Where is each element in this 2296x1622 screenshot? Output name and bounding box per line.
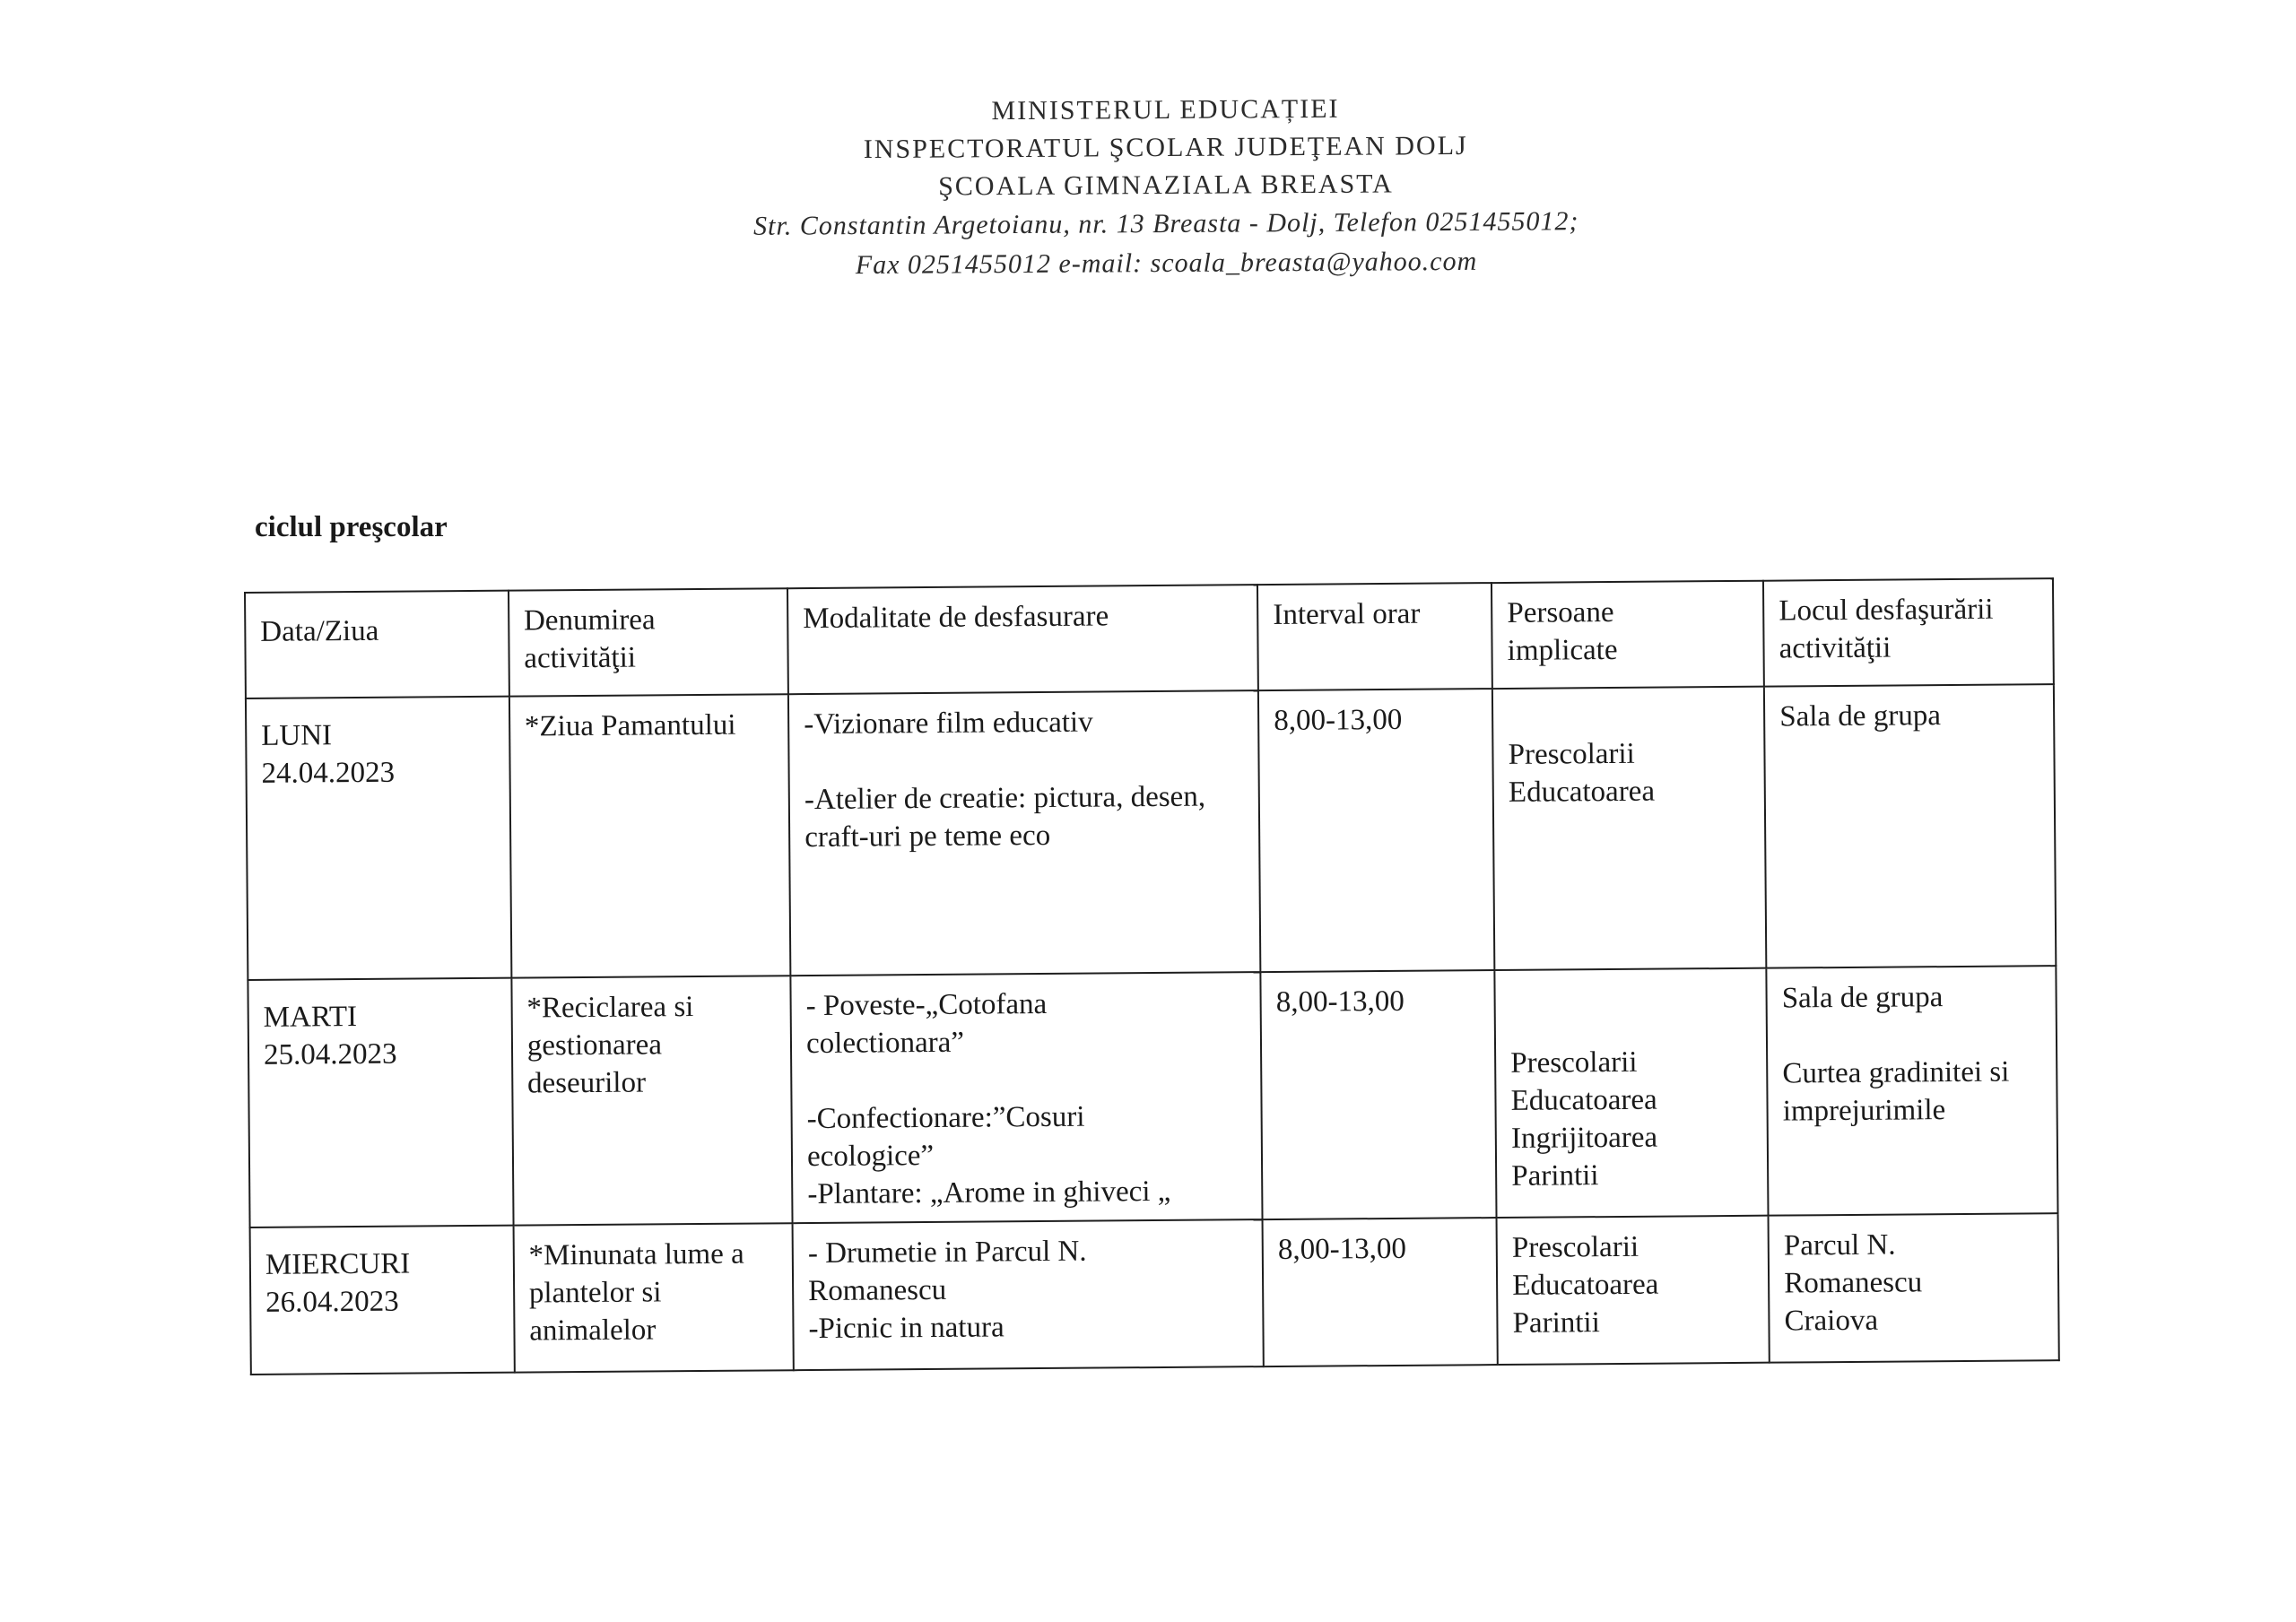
table-header-row [245, 578, 2054, 698]
cell-interval: 8,00-13,00 [1261, 970, 1497, 1219]
table-row [248, 966, 2057, 1227]
cell-people: Prescolarii Educatoarea [1492, 687, 1766, 970]
cell-location: Parcul N. Romanescu Craiova [1769, 1213, 2059, 1363]
header-interval: Interval orar [1257, 583, 1492, 690]
header-activity: Denumirea activităţii [509, 588, 788, 696]
cell-date: MARTI 25.04.2023 [248, 978, 513, 1227]
header-date: Data/Ziua [245, 591, 509, 698]
cell-date: MIERCURI 26.04.2023 [250, 1226, 515, 1375]
cell-mode: - Drumetie in Parcul N. Romanescu -Picnic in natura [793, 1219, 1264, 1370]
section-title: ciclul preşcolar [255, 511, 448, 543]
cell-mode: - Poveste-„Cotofana colectionara” -Confectionare:”Cosuri ecologice” -Plantare: „Arome in ghiveci „ [790, 972, 1262, 1223]
cell-people: Prescolarii Educatoarea Ingrijitoarea Parintii [1495, 968, 1769, 1218]
inspectorate-name: INSPECTORATUL ŞCOLAR JUDEŢEAN DOLJ [863, 130, 1468, 165]
cell-activity: *Reciclarea si gestionarea deseurilor [511, 976, 792, 1225]
school-address: Str. Constantin Argetoianu, nr. 13 Breasta - Dolj, Telefon 0251455012; [752, 206, 1579, 241]
cell-activity: *Ziua Pamantului [509, 694, 791, 977]
cell-interval: 8,00-13,00 [1263, 1218, 1498, 1366]
header-mode: Modalitate de desfasurare [787, 585, 1258, 694]
header-location: Locul desfaşurării activităţii [1763, 578, 2054, 687]
header-people: Persoane implicate [1492, 581, 1764, 689]
table-row [246, 684, 2056, 980]
cell-activity: *Minunata lume a plantelor si animalelor [513, 1223, 794, 1372]
cell-location: Sala de grupa Curtea gradinitei si imprejurimile [1766, 966, 2057, 1216]
school-contact: Fax 0251455012 e-mail: scoala_breasta@yahoo.com [855, 246, 1478, 281]
letterhead [627, 88, 1704, 286]
activity-schedule-table [244, 577, 2060, 1375]
school-name: ŞCOALA GIMNAZIALA BREASTA [938, 169, 1394, 202]
table-row [250, 1213, 2059, 1375]
cell-location: Sala de grupa [1764, 684, 2056, 968]
cell-mode: -Vizionare film educativ -Atelier de creatie: pictura, desen, craft-uri pe teme eco [788, 690, 1261, 976]
cell-date: LUNI 24.04.2023 [246, 697, 511, 980]
cell-people: Prescolarii Educatoarea Parintii [1497, 1216, 1770, 1365]
cell-interval: 8,00-13,00 [1258, 689, 1494, 972]
ministry-name: MINISTERUL EDUCAȚIEI [991, 93, 1340, 126]
